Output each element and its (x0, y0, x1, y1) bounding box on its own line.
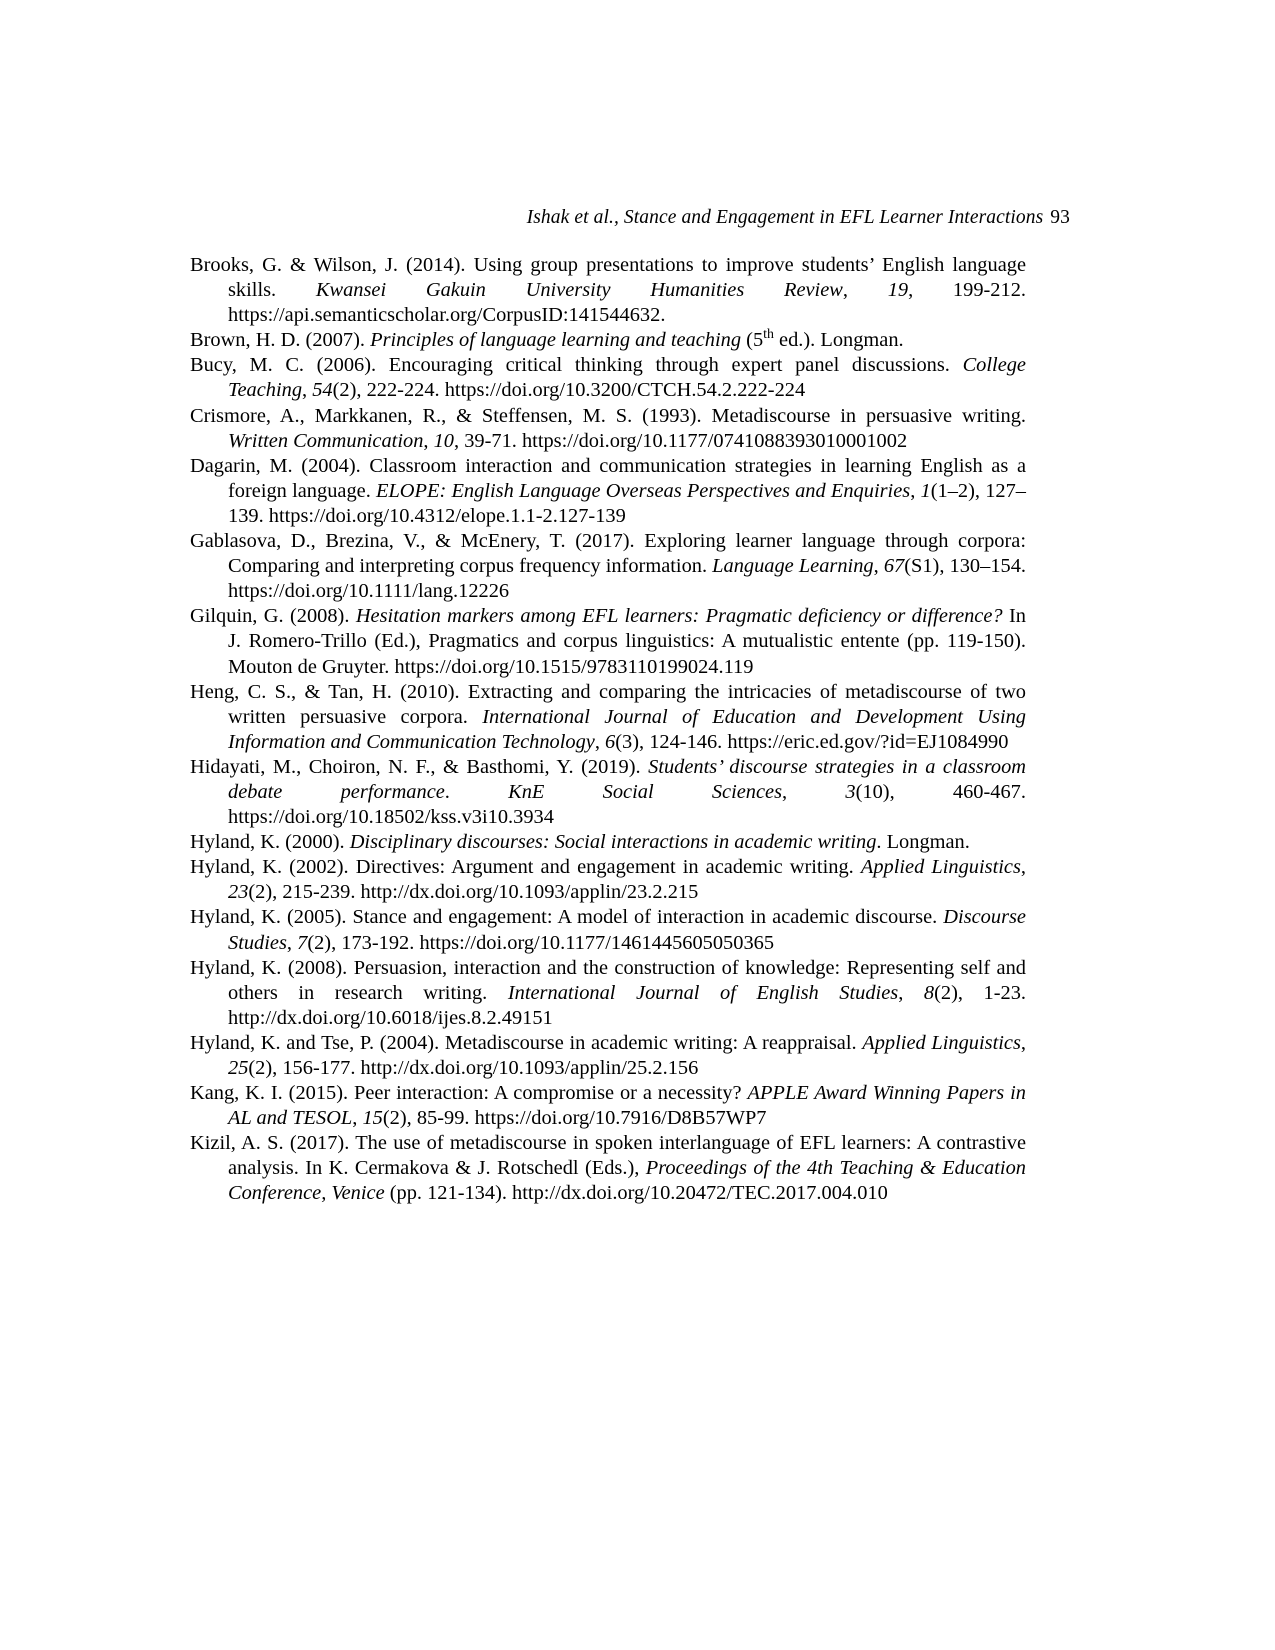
reference-entry: Kizil, A. S. (2017). The use of metadiscourse in spoken interlanguage of EFL learners: A contrastive analysis. In K. Cermakova & J. Rotschedl (Eds.), Proceedings of the 4th Teaching & Education Conference, Venice (pp. 121-134). http://dx.doi.org/10.20472/TEC.2017.004.010 (190, 1132, 1026, 1205)
reference-entry: Kang, K. I. (2015). Peer interaction: A compromise or a necessity? APPLE Award Winning Papers in AL and TESOL, 15(2), 85-99. https://doi.org/10.7916/D8B57WP7 (190, 1082, 1026, 1130)
reference-entry: Hyland, K. and Tse, P. (2004). Metadiscourse in academic writing: A reappraisal. Applied Linguistics, 25(2), 156-177. http://dx.doi.org/10.1093/applin/25.2.156 (190, 1031, 1027, 1079)
reference-entry: Brooks, G. & Wilson, J. (2014). Using group presentations to improve students’ English language skills. Kwansei Gakuin University Humanities Review, 19, 199-212. https://api.semanticscholar.org/CorpusID:141544632. (190, 254, 1026, 327)
reference-entry: Brown, H. D. (2007). Principles of language learning and teaching (5th ed.). Longman. (190, 327, 904, 352)
reference-entry: Heng, C. S., & Tan, H. (2010). Extracting and comparing the intricacies of metadiscourse of two written persuasive corpora. International Journal of Education and Development Using Information and Communication Technology, 6(3), 124-146. https://eric.ed.gov/?id=EJ1084990 (190, 680, 1026, 753)
reference-entry: Hyland, K. (2002). Directives: Argument and engagement in academic writing. Applied Linguistics, 23(2), 215-239. http://dx.doi.org/10.1093/applin/23.2.215 (190, 856, 1027, 904)
reference-entry: Dagarin, M. (2004). Classroom interaction and communication strategies in learning English as a foreign language. ELOPE: English Language Overseas Perspectives and Enquiries, 1(1–2), 127–139. https://doi.org/10.4312/elope.1.1-2.127-139 (190, 454, 1026, 527)
reference-entry: Hyland, K. (2005). Stance and engagement: A model of interaction in academic discourse. Discourse Studies, 7(2), 173-192. https://doi.org/10.1177/1461445605050365 (190, 906, 1026, 954)
reference-entry: Hyland, K. (2000). Disciplinary discourses: Social interactions in academic writing. Longman. (190, 831, 970, 854)
running-head (190, 206, 1070, 229)
reference-entry: Gablasova, D., Brezina, V., & McEnery, T. (2017). Exploring learner language through corpora: Comparing and interpreting corpus frequency information. Language Learning, 67(S1), 130–154. https://doi.org/10.1111/lang.12226 (190, 530, 1027, 603)
page-number: 93 (1050, 207, 1070, 228)
reference-entry: Bucy, M. C. (2006). Encouraging critical thinking through expert panel discussions. College Teaching, 54(2), 222-224. https://doi.org/10.3200/CTCH.54.2.222-224 (190, 354, 1026, 402)
reference-entry: Gilquin, G. (2008). Hesitation markers among EFL learners: Pragmatic deficiency or difference? In J. Romero-Trillo (Ed.), Pragmatics and corpus linguistics: A mutualistic entente (pp. 119-150). Mouton de Gruyter. https://doi.org/10.1515/9783110199024.119 (190, 605, 1026, 678)
reference-entry: Crismore, A., Markkanen, R., & Steffensen, M. S. (1993). Metadiscourse in persuasive writing. Written Communication, 10, 39-71. https://doi.org/10.1177/0741088393010001002 (190, 404, 1026, 452)
reference-list (190, 253, 1026, 1207)
reference-entry: Hyland, K. (2008). Persuasion, interaction and the construction of knowledge: Representing self and others in research writing. International Journal of English Studies, 8(2), 1-23. http://dx.doi.org/10.6018/ijes.8.2.49151 (190, 956, 1027, 1029)
reference-entry: Hidayati, M., Choiron, N. F., & Basthomi, Y. (2019). Students’ discourse strategies in a classroom debate performance. KnE Social Sciences, 3(10), 460-467. https://doi.org/10.18502/kss.v3i10.3934 (190, 755, 1026, 829)
running-head-title: Ishak et al., Stance and Engagement in EFL Learner Interactions (526, 207, 1044, 228)
